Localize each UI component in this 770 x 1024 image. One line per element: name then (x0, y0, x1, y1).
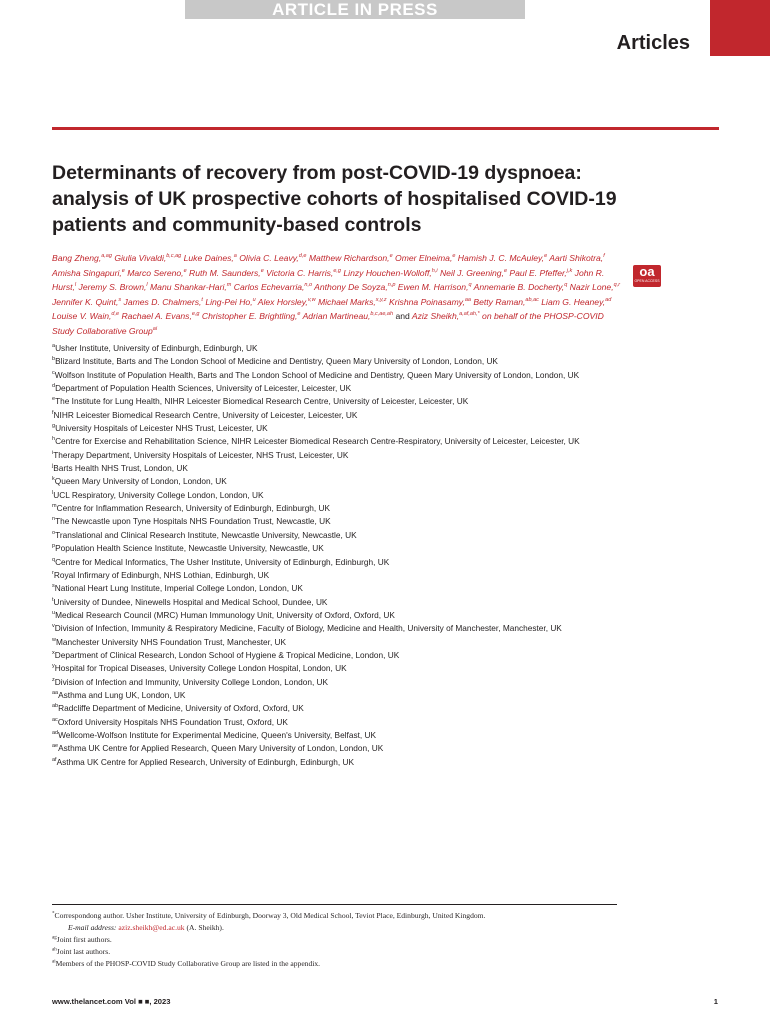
author-name: Ling-Pei Ho, (205, 296, 253, 307)
section-label: Articles (616, 32, 690, 54)
author-affiliation-marker: a,ag (101, 253, 112, 260)
affiliation-item (52, 395, 622, 408)
affiliation-marker: j (52, 463, 54, 470)
affiliation-text: Division of Infection and Immunity, University College London, London, UK (54, 676, 329, 687)
author-affiliation-marker: q (468, 282, 472, 289)
affiliation-text: Medical Research Council (MRC) Human Immunology Unit, University of Oxford, Oxford, UK (55, 609, 395, 620)
author-affiliation-marker: b,c,ag (166, 253, 182, 260)
author-affiliation-marker: ai (152, 326, 158, 333)
affiliation-text: Centre for Medical Informatics, The Usher Institute, University of Edinburgh, Edinburgh, UK (55, 556, 390, 567)
affiliation-item (52, 489, 622, 502)
author-affiliation-marker: n,p (387, 282, 396, 289)
author-name: Hamish J. C. McAuley, (457, 253, 545, 263)
affiliation-marker: z (52, 676, 55, 683)
author-name: Ewen M. Harrison, (397, 282, 469, 293)
author-affiliation-marker: e,g (333, 267, 341, 274)
affiliation-item (52, 716, 622, 729)
affiliation-marker: s (52, 583, 55, 590)
affiliation-item (52, 382, 622, 395)
author-affiliation-marker: e (297, 311, 301, 318)
affiliation-marker: u (52, 610, 56, 617)
footnote-marker: ah (52, 947, 57, 953)
author-name: Linzy Houchen-Wolloff, (343, 267, 432, 278)
article-in-press-banner: ARTICLE IN PRESS (185, 0, 525, 19)
affiliation-text: The Newcastle upon Tyne Hospitals NHS Foundation Trust, Newcastle, UK (55, 516, 331, 527)
author-name: Anthony De Soyza, (314, 282, 388, 293)
author-name: Neil J. Greening, (439, 267, 504, 278)
footnote-joint-last (52, 946, 617, 958)
affiliation-text: Barts Health NHS Trust, London, UK (53, 463, 188, 474)
article-title: Determinants of recovery from post-COVID-19 dyspnoea: analysis of UK prospective cohorts of hospitalised COVID-19 patients and community-based controls (52, 162, 617, 236)
affiliation-item (52, 435, 622, 448)
affiliation-text: Therapy Department, University Hospitals of Leicester, NHS Trust, Leicester, UK (53, 449, 349, 460)
affiliation-item (52, 502, 622, 515)
author-name: Carlos Echevarria, (233, 282, 305, 293)
affiliation-marker: af (52, 756, 57, 763)
affiliation-item (52, 462, 622, 475)
affiliation-text: The Institute for Lung Health, NIHR Leicester Biomedical Research Centre, University of Leicester, Leicester, UK (55, 396, 469, 407)
author-affiliation-marker: v,w (307, 296, 316, 303)
affiliation-marker: i (52, 449, 54, 456)
affiliation-text: Translational and Clinical Research Institute, Newcastle University, Newcastle, UK (55, 529, 357, 540)
author-name: Marco Sereno, (127, 267, 184, 278)
author-affiliation-marker: e (503, 267, 508, 274)
affiliation-item (52, 756, 622, 769)
author-affiliation-marker: n,o (304, 282, 313, 289)
affiliation-item (52, 702, 622, 715)
affiliation-item (52, 515, 622, 528)
author-affiliation-marker: e (452, 253, 456, 260)
author-name: Matthew Richardson, (308, 253, 390, 263)
author-affiliation-marker: j,k (566, 267, 573, 274)
affiliation-item (52, 342, 622, 355)
affiliation-marker: c (52, 369, 55, 376)
affiliation-marker: m (52, 503, 57, 510)
affiliation-list (52, 342, 622, 769)
affiliation-item (52, 636, 622, 649)
affiliation-text: NIHR Leicester Biomedical Research Centre, University of Leicester, Leicester, UK (53, 409, 358, 420)
author-affiliation-marker: d,e (111, 311, 120, 318)
affiliation-item (52, 596, 622, 609)
affiliation-marker: r (52, 570, 54, 577)
author-affiliation-marker: x,y,z (375, 296, 387, 303)
affiliation-item (52, 449, 622, 462)
affiliation-text: Division of Infection, Immunity & Respiratory Medicine, Faculty of Biology, Medicine and Health, University of Manchester, Manchester, UK (54, 623, 562, 634)
affiliation-item (52, 649, 622, 662)
affiliation-item (52, 742, 622, 755)
open-access-icon (633, 265, 661, 287)
affiliation-text: University of Dundee, Ninewells Hospital and Medical School, Dundee, UK (53, 596, 328, 607)
affiliation-marker: w (52, 636, 56, 643)
author-name: on behalf of the PHOSP-COVID Study Collaborative Group (52, 311, 604, 336)
author-name: Omer Elneima, (395, 253, 453, 263)
footnote-marker: * (52, 911, 55, 917)
author-affiliation-marker: e (389, 253, 393, 260)
affiliation-item (52, 662, 622, 675)
open-access-logo-text: oa (639, 264, 655, 279)
affiliation-text: Blizard Institute, Barts and The London School of Medicine and Dentistry, Queen Mary University of London, London, UK (55, 356, 498, 367)
author-affiliation-marker: s (118, 296, 122, 303)
corresponding-author-text: Correspondong author. Usher Institute, University of Edinburgh, Doorway 3, Old Medical School, Teviot Place, Edinburgh, United Kingdom. (54, 911, 486, 920)
author-affiliation-marker: e (183, 267, 187, 274)
author-name: Krishna Poinasamy, (389, 296, 465, 307)
affiliation-marker: b (52, 356, 56, 363)
email-label: E-mail address: (68, 923, 117, 932)
affiliation-marker: l (52, 490, 54, 497)
footnote-text: Joint first authors. (56, 935, 112, 944)
footnote-collaborative-group (52, 958, 617, 970)
affiliation-marker: k (52, 476, 55, 483)
section-color-tab (710, 0, 770, 56)
author-name: Manu Shankar-Hari, (150, 282, 227, 293)
author-name: Louise V. Wain, (52, 311, 112, 322)
affiliation-item (52, 422, 622, 435)
author-name: Ruth M. Saunders, (189, 267, 261, 278)
author-name: Jennifer K. Quint, (52, 296, 119, 307)
author-name: Nazir Lone, (569, 282, 614, 293)
author-name: Michael Marks, (317, 296, 376, 307)
footnote-rule (52, 904, 617, 905)
author-name: Amisha Singapuri, (52, 267, 122, 278)
author-name: Alex Horsley, (257, 296, 308, 307)
affiliation-item (52, 556, 622, 569)
affiliation-item (52, 729, 622, 742)
affiliation-text: Centre for Exercise and Rehabilitation Science, NIHR Leicester Biomedical Research Centre-Respiratory, University of Leicester, Leicester, UK (55, 436, 580, 447)
affiliation-marker: x (52, 650, 55, 657)
footnote-text: Joint last authors. (56, 947, 111, 956)
author-list (52, 251, 622, 339)
affiliation-text: National Heart Lung Institute, Imperial College London, London, UK (54, 583, 303, 594)
author-affiliation-marker: e (260, 267, 264, 274)
affiliation-item (52, 689, 622, 702)
author-conjunction: and (395, 311, 410, 322)
affiliation-marker: p (52, 543, 56, 550)
author-affiliation-marker: a,af,ah,* (459, 311, 480, 318)
affiliation-text: Usher Institute, University of Edinburgh, Edinburgh, UK (55, 343, 258, 353)
footnote-marker: ag (52, 935, 57, 941)
footnotes (52, 910, 617, 970)
corresponding-author-note (52, 910, 617, 922)
author-affiliation-marker: ab,ac (525, 296, 539, 303)
author-affiliation-marker: b,c,ae,ah (370, 311, 394, 318)
affiliation-text: Wolfson Institute of Population Health, Barts and The London School of Medicine and Dentistry, Queen Mary University of London, London, UK (54, 369, 580, 380)
affiliation-marker: f (52, 409, 54, 416)
affiliation-text: Royal Infirmary of Edinburgh, NHS Lothian, Edinburgh, UK (53, 569, 270, 580)
author-name: Rachael A. Evans, (121, 311, 192, 322)
footnote-text: Members of the PHOSP-COVID Study Collaborative Group are listed in the appendix. (55, 959, 321, 968)
affiliation-marker: g (52, 423, 56, 430)
affiliation-marker: o (52, 530, 56, 537)
affiliation-text: Asthma and Lung UK, London, UK (58, 689, 186, 700)
affiliation-marker: a (52, 343, 56, 350)
author-affiliation-marker: e,g (191, 311, 200, 318)
affiliation-marker: ae (52, 743, 59, 750)
author-affiliation-marker: q (564, 282, 568, 289)
author-affiliation-marker: aa (464, 296, 471, 303)
page-number: 1 (713, 997, 718, 1006)
affiliation-item (52, 582, 622, 595)
author-affiliation-marker: u (252, 296, 256, 303)
affiliation-item (52, 622, 622, 635)
author-affiliation-marker: m (226, 282, 232, 289)
email-suffix: (A. Sheikh). (186, 923, 224, 932)
affiliation-marker: y (52, 663, 55, 670)
author-name: Jeremy S. Brown, (78, 282, 147, 293)
author-name: Victoria C. Harris, (266, 267, 334, 278)
affiliation-marker: q (52, 556, 56, 563)
affiliation-marker: aa (52, 690, 59, 697)
affiliation-marker: d (52, 383, 56, 390)
author-affiliation-marker: e (121, 267, 125, 274)
affiliation-text: Queen Mary University of London, London, UK (54, 476, 227, 487)
author-affiliation-marker: l (74, 282, 77, 289)
author-name: James D. Chalmers, (123, 296, 202, 307)
affiliation-text: Wellcome-Wolfson Institute for Experimental Medicine, Queen's University, Belfast, UK (58, 729, 377, 740)
affiliation-text: Radcliffe Department of Medicine, University of Oxford, Oxford, UK (58, 703, 304, 714)
author-name: Adrian Martineau, (302, 311, 371, 322)
header-rule (52, 127, 719, 130)
affiliation-text: Population Health Science Institute, Newcastle University, Newcastle, UK (55, 543, 324, 554)
author-name: John R. Hurst, (52, 267, 605, 293)
footnote-joint-first (52, 934, 617, 946)
author-name: Paul E. Pfeffer, (509, 267, 567, 278)
affiliation-marker: e (52, 396, 56, 403)
author-name: Liam G. Heaney, (541, 296, 606, 307)
open-access-logo-subtext: OPEN ACCESS (634, 279, 660, 283)
affiliation-text: Department of Clinical Research, London School of Hygiene & Tropical Medicine, London, UK (54, 649, 400, 660)
affiliation-marker: n (52, 516, 56, 523)
affiliation-text: Oxford University Hospitals NHS Foundation Trust, Oxford, UK (57, 716, 288, 727)
affiliation-text: Department of Population Health Sciences, University of Leicester, Leicester, UK (55, 383, 352, 394)
affiliation-marker: h (52, 436, 56, 443)
affiliation-item (52, 475, 622, 488)
author-name: Aziz Sheikh, (411, 311, 460, 322)
author-affiliation-marker: q,r (613, 282, 621, 289)
author-name: Giulia Vivaldi, (114, 253, 167, 263)
author-affiliation-marker: d,e (298, 253, 307, 260)
author-name: Betty Raman, (473, 296, 526, 307)
affiliation-item (52, 569, 622, 582)
affiliation-text: Asthma UK Centre for Applied Research, Queen Mary University of London, London, UK (58, 743, 384, 754)
affiliation-text: Centre for Inflammation Research, University of Edinburgh, Edinburgh, UK (56, 503, 331, 514)
affiliation-text: Hospital for Tropical Diseases, University College London Hospital, London, UK (54, 663, 347, 674)
affiliation-marker: ad (52, 730, 59, 737)
journal-footer: www.thelancet.com Vol ■ ■, 2023 (52, 997, 171, 1006)
affiliation-marker: ab (52, 703, 59, 710)
affiliation-text: University Hospitals of Leicester NHS Trust, Leicester, UK (55, 423, 268, 434)
affiliation-item (52, 542, 622, 555)
affiliation-text: Asthma UK Centre for Applied Research, University of Edinburgh, Edinburgh, UK (56, 756, 355, 767)
author-affiliation-marker: f (603, 253, 605, 260)
affiliation-item (52, 369, 622, 382)
author-name: Luke Daines, (183, 253, 234, 263)
affiliation-text: Manchester University NHS Foundation Trust, Manchester, UK (55, 636, 287, 647)
affiliation-marker: ac (52, 716, 58, 723)
email-line (52, 922, 617, 934)
author-affiliation-marker: e (544, 253, 548, 260)
affiliation-item (52, 676, 622, 689)
footnote-marker: ai (52, 959, 56, 965)
author-affiliation-marker: a (233, 253, 237, 260)
author-affiliation-marker: h,i (431, 267, 438, 274)
author-name: Olivia C. Leavy, (239, 253, 299, 263)
email-link[interactable]: aziz.sheikh@ed.ac.uk (118, 923, 185, 932)
affiliation-item (52, 529, 622, 542)
author-name: Annemarie B. Docherty, (473, 282, 565, 293)
affiliation-item (52, 409, 622, 422)
affiliation-item (52, 609, 622, 622)
author-name: Bang Zheng, (52, 253, 102, 263)
author-affiliation-marker: ad (605, 296, 612, 303)
affiliation-text: UCL Respiratory, University College London, London, UK (53, 489, 264, 500)
affiliation-marker: v (52, 623, 55, 630)
author-affiliation-marker: l (146, 282, 148, 289)
affiliation-marker: t (52, 596, 54, 603)
affiliation-item (52, 355, 622, 368)
author-name: Aarti Shikotra, (549, 253, 604, 263)
author-affiliation-marker: t (201, 296, 203, 303)
author-name: Christopher E. Brightling, (201, 311, 298, 322)
